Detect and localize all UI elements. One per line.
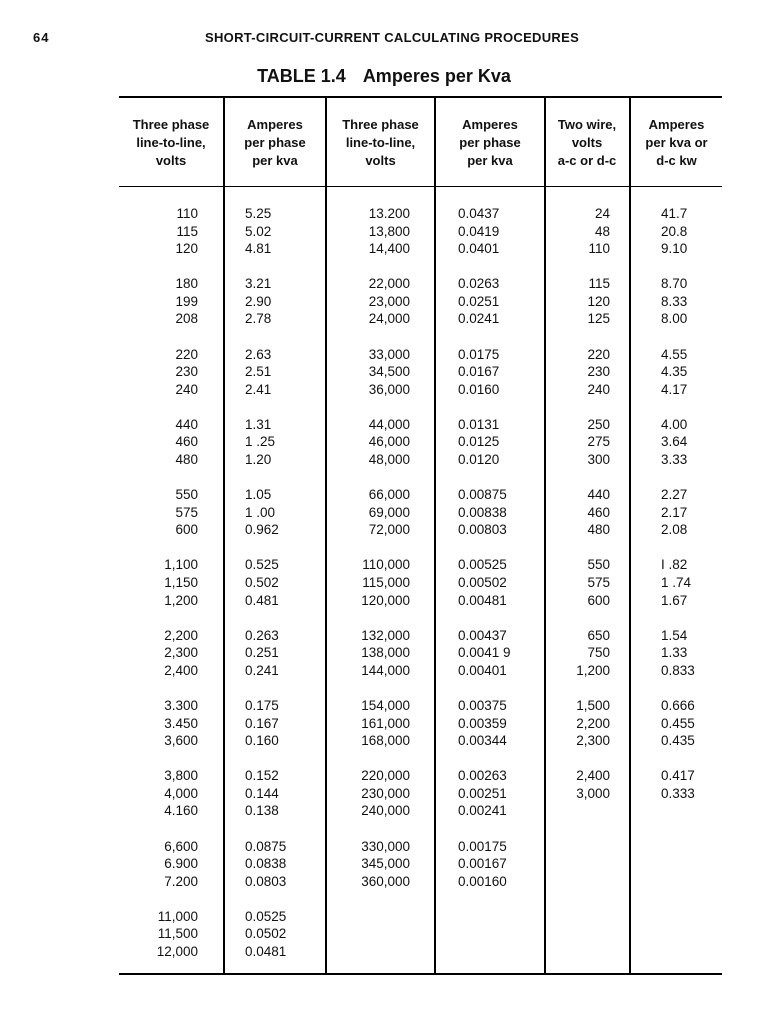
- table-cell: 199: [175, 293, 198, 309]
- table-cell: 2,200: [576, 715, 610, 731]
- row-group-gap: [661, 398, 719, 416]
- table-cell: 1 .74: [661, 575, 692, 590]
- table-cell: I .82: [661, 557, 688, 573]
- row-group-gap: [120, 679, 198, 697]
- table-name: Amperes per Kva: [362, 66, 511, 86]
- table-cell: 0.00251: [458, 785, 507, 801]
- column-divider: [544, 98, 546, 973]
- row-group-gap: [120, 469, 198, 487]
- table-cell: 11,500: [157, 926, 198, 942]
- table-cell: 0.962: [245, 522, 279, 538]
- table-bottom-rule: [119, 973, 722, 975]
- row-group-gap: [548, 258, 610, 276]
- row-group-gap: [661, 750, 719, 768]
- table-cell: 48,000: [368, 452, 410, 468]
- table-cell: 550: [587, 557, 610, 573]
- row-group-gap: [661, 258, 719, 276]
- table-cell: 480: [175, 452, 198, 468]
- table-cell: 1.05: [245, 487, 272, 503]
- row-group-gap: [245, 609, 320, 627]
- row-group-gap: [458, 609, 540, 627]
- row-group-gap: [458, 398, 540, 416]
- table-cell: 0.833: [661, 662, 695, 678]
- table-cell: 1,500: [576, 697, 610, 713]
- header-bottom-rule: [119, 186, 722, 187]
- table-cell: 0.0419: [458, 223, 500, 239]
- table-cell: 0.152: [245, 768, 279, 784]
- row-group-gap: [245, 679, 320, 697]
- table-cell: 8.33: [661, 293, 688, 309]
- row-group-gap: [120, 398, 198, 416]
- table-cell: 0.00481: [458, 592, 507, 608]
- table-cell: 4.160: [164, 803, 198, 819]
- table-cell: 11,000: [157, 908, 198, 924]
- table-cell: 9.10: [661, 241, 688, 257]
- table-cell: 20.8: [661, 223, 688, 239]
- table-cell: 3,000: [576, 785, 610, 801]
- table-cell: 0.333: [661, 785, 695, 801]
- table-cell: 0.0875: [245, 838, 287, 854]
- table-cell: 115: [588, 276, 610, 292]
- table-cell: 0.525: [245, 557, 279, 573]
- column-amperes-3ph-low: [245, 205, 320, 961]
- table-cell: 33,000: [368, 346, 410, 362]
- table-cell: 550: [175, 487, 198, 503]
- table-cell: 2.51: [245, 364, 272, 380]
- row-group-gap: [548, 750, 610, 768]
- row-group-gap: [328, 328, 410, 346]
- table-cell: 110: [588, 241, 610, 257]
- table-cell: 0.00401: [458, 662, 507, 678]
- row-group-gap: [245, 328, 320, 346]
- table-cell: 240: [175, 381, 198, 397]
- row-group-gap: [661, 609, 719, 627]
- table-cell: 0.263: [245, 627, 279, 643]
- table-cell: 0.00375: [458, 697, 507, 713]
- table-cell: 0.167: [245, 715, 279, 731]
- table-cell: 0.0481: [245, 944, 287, 959]
- table-cell: 440: [175, 416, 198, 432]
- table-cell: 220,000: [361, 768, 410, 784]
- table-cell: 2.63: [245, 346, 272, 362]
- column-header: Three phase line-to-line, volts: [132, 117, 210, 168]
- table-cell: 1.54: [661, 627, 688, 643]
- table-cell: 220: [175, 346, 198, 362]
- row-group-gap: [458, 258, 540, 276]
- row-group-gap: [661, 539, 719, 557]
- table-cell: 1.20: [245, 452, 272, 468]
- row-group-gap: [328, 609, 410, 627]
- table-cell: 110,000: [362, 557, 410, 573]
- row-group-gap: [328, 258, 410, 276]
- row-group-gap: [548, 679, 610, 697]
- row-group-gap: [548, 398, 610, 416]
- table-cell: 0.0502: [245, 926, 287, 942]
- table-cell: 0.00344: [458, 733, 507, 749]
- table-cell: 1,200: [576, 662, 610, 678]
- column-divider: [434, 98, 436, 973]
- table-cell: 230: [587, 364, 610, 380]
- table-cell: 1.33: [661, 645, 688, 661]
- table-cell: 0.00241: [458, 803, 507, 819]
- column-divider: [629, 98, 631, 973]
- table-cell: 3.21: [245, 276, 272, 292]
- table-cell: 0.0401: [458, 241, 500, 257]
- row-group-gap: [245, 820, 320, 838]
- row-group-gap: [548, 328, 610, 346]
- table-cell: 115: [176, 223, 198, 239]
- table-cell: 275: [587, 434, 610, 450]
- table-cell: 0.00175: [458, 838, 507, 854]
- table-cell: 240: [587, 381, 610, 397]
- table-cell: 3.450: [164, 715, 198, 731]
- table-cell: 4.81: [245, 241, 272, 257]
- table-cell: 650: [587, 627, 610, 643]
- table-cell: 4.00: [661, 416, 688, 432]
- row-group-gap: [458, 750, 540, 768]
- table-cell: 2,200: [164, 627, 198, 643]
- table-cell: 575: [175, 504, 198, 520]
- table-cell: 2.17: [661, 504, 688, 520]
- table-cell: 0.0838: [245, 856, 287, 872]
- table-cell: 0.435: [661, 733, 695, 749]
- table-cell: 5.02: [245, 223, 272, 239]
- table-cell: 0.0525: [245, 908, 287, 924]
- table-cell: 0.0160: [458, 381, 500, 397]
- column-header: Three phase line-to-line, volts: [342, 117, 419, 168]
- table-cell: 240,000: [361, 803, 410, 819]
- table-cell: 0.0131: [458, 416, 500, 432]
- table-cell: 0.0251: [458, 293, 500, 309]
- table-cell: 0.00838: [458, 504, 507, 520]
- row-group-gap: [245, 890, 320, 908]
- table-cell: 0.241: [245, 662, 279, 678]
- table-cell: 2.08: [661, 522, 688, 538]
- table-cell: 1 .25: [245, 434, 276, 450]
- row-group-gap: [458, 820, 540, 838]
- table-cell: 24: [594, 206, 610, 221]
- table-cell: 132,000: [361, 627, 410, 643]
- table-cell: 180: [175, 276, 198, 292]
- table-cell: 8.70: [661, 276, 688, 292]
- row-group-gap: [661, 469, 719, 487]
- table-cell: 0.00167: [458, 856, 507, 872]
- table-cell: 345,000: [361, 856, 410, 872]
- table-cell: 115,000: [362, 575, 410, 590]
- row-group-gap: [328, 539, 410, 557]
- table-cell: 120,000: [361, 592, 410, 608]
- table-cell: 0.00263: [458, 768, 507, 784]
- table-cell: 5.25: [245, 206, 272, 221]
- row-group-gap: [245, 750, 320, 768]
- row-group-gap: [458, 469, 540, 487]
- column-volts-3ph-low: [120, 205, 198, 961]
- table-cell: 0.502: [245, 575, 279, 590]
- table-cell: 250: [587, 416, 610, 432]
- table-cell: 0.00437: [458, 627, 507, 643]
- table-label: TABLE 1.4: [257, 66, 346, 86]
- table-cell: 66,000: [368, 487, 410, 503]
- table-cell: 0.251: [245, 645, 279, 661]
- table-cell: 0.417: [661, 768, 695, 784]
- table-cell: 24,000: [368, 311, 410, 327]
- column-header: Two wire, volts a-c or d-c: [557, 117, 617, 168]
- table-cell: 0.666: [661, 697, 695, 713]
- table-cell: 0.144: [245, 785, 279, 801]
- table-cell: 34,500: [368, 364, 410, 380]
- table-cell: 120: [587, 293, 610, 309]
- table-cell: 168,000: [361, 733, 410, 749]
- table-cell: 3,600: [164, 733, 198, 749]
- table-cell: 3.300: [164, 697, 198, 713]
- table-cell: 600: [587, 592, 610, 608]
- table-cell: 220: [587, 346, 610, 362]
- table-cell: 750: [587, 645, 610, 661]
- table-cell: 36,000: [368, 381, 410, 397]
- table-cell: 125: [587, 311, 610, 327]
- table-cell: 0.0803: [245, 873, 287, 889]
- table-cell: 460: [175, 434, 198, 450]
- running-head: SHORT-CIRCUIT-CURRENT CALCULATING PROCEDURES: [205, 30, 580, 45]
- table-cell: 14,400: [368, 241, 410, 257]
- column-volts-3ph-high: [328, 205, 410, 890]
- table-cell: 0.00875: [458, 487, 507, 503]
- table-cell: 1,100: [164, 557, 198, 573]
- row-group-gap: [245, 398, 320, 416]
- table-cell: 2.90: [245, 293, 272, 309]
- table-cell: 0.00359: [458, 715, 507, 731]
- table-cell: 120: [175, 241, 198, 257]
- row-group-gap: [245, 539, 320, 557]
- table-cell: 4.55: [661, 346, 688, 362]
- table-cell: 69,000: [368, 504, 410, 520]
- table-cell: 154,000: [361, 697, 410, 713]
- table-cell: 4,000: [164, 785, 198, 801]
- table-cell: 161,000: [361, 715, 410, 731]
- table-cell: 2.78: [245, 311, 272, 327]
- table-cell: 0.160: [245, 733, 279, 749]
- table-cell: 13,800: [368, 223, 410, 239]
- table-cell: 2,400: [576, 768, 610, 784]
- table-cell: 7.200: [164, 873, 198, 889]
- table-cell: 0.175: [245, 697, 279, 713]
- row-group-gap: [328, 679, 410, 697]
- table-cell: 44,000: [368, 416, 410, 432]
- column-amperes-two-wire: [661, 205, 719, 802]
- table-cell: 360,000: [361, 873, 410, 889]
- table-cell: 1.31: [245, 416, 272, 432]
- table-cell: 1 .00: [245, 504, 276, 520]
- table-cell: 138,000: [361, 645, 410, 661]
- column-divider: [223, 98, 225, 973]
- table-cell: 300: [587, 452, 610, 468]
- table-cell: 1,150: [164, 575, 198, 590]
- row-group-gap: [548, 609, 610, 627]
- table-cell: 0.481: [245, 592, 279, 608]
- table-cell: 0.455: [661, 715, 695, 731]
- table-cell: 23,000: [368, 293, 410, 309]
- column-amperes-3ph-high: [458, 205, 540, 890]
- table-cell: 46,000: [368, 434, 410, 450]
- table-cell: 2.27: [661, 487, 688, 503]
- table-cell: 144,000: [361, 662, 410, 678]
- row-group-gap: [245, 258, 320, 276]
- table-cell: 3.64: [661, 434, 688, 450]
- table-cell: 22,000: [368, 276, 410, 292]
- table-cell: 460: [587, 504, 610, 520]
- table-cell: 2,300: [576, 733, 610, 749]
- table-cell: 0.138: [245, 803, 279, 819]
- table-cell: 0.0241: [458, 311, 500, 327]
- table-cell: 0.00502: [458, 575, 507, 590]
- row-group-gap: [661, 679, 719, 697]
- table-cell: 2,300: [164, 645, 198, 661]
- column-header: Amperes per kva or d-c kw: [645, 117, 708, 168]
- table-cell: 8.00: [661, 311, 688, 327]
- table-cell: 0.0437: [458, 206, 500, 221]
- table-cell: 0.0263: [458, 276, 500, 292]
- row-group-gap: [120, 258, 198, 276]
- table-cell: 0.0120: [458, 452, 500, 468]
- table-cell: 0.0041 9: [458, 645, 511, 661]
- row-group-gap: [245, 469, 320, 487]
- table-cell: 0.0167: [458, 364, 500, 380]
- table-cell: 110: [176, 206, 198, 221]
- table-cell: 41.7: [661, 206, 688, 221]
- table-cell: 208: [175, 311, 198, 327]
- table-cell: 2.41: [245, 381, 272, 397]
- row-group-gap: [548, 469, 610, 487]
- row-group-gap: [328, 398, 410, 416]
- table-cell: 12,000: [156, 944, 198, 959]
- table-cell: 575: [587, 575, 610, 590]
- row-group-gap: [328, 469, 410, 487]
- table-cell: 72,000: [368, 522, 410, 538]
- table-top-rule: [119, 96, 722, 98]
- table-cell: 4.35: [661, 364, 688, 380]
- table-cell: 230: [175, 364, 198, 380]
- table-cell: 1,200: [164, 592, 198, 608]
- table-cell: 3.33: [661, 452, 688, 468]
- row-group-gap: [120, 328, 198, 346]
- row-group-gap: [120, 750, 198, 768]
- table-cell: 4.17: [661, 381, 688, 397]
- table-cell: 1.67: [661, 592, 688, 608]
- row-group-gap: [661, 328, 719, 346]
- column-header: Amperes per phase per kva: [244, 117, 306, 168]
- row-group-gap: [548, 539, 610, 557]
- row-group-gap: [120, 609, 198, 627]
- row-group-gap: [328, 750, 410, 768]
- row-group-gap: [120, 890, 198, 908]
- row-group-gap: [458, 539, 540, 557]
- column-divider: [325, 98, 327, 973]
- table-cell: 3,800: [164, 768, 198, 784]
- table-cell: 0.0175: [458, 346, 500, 362]
- table-cell: 440: [587, 487, 610, 503]
- column-volts-two-wire: [548, 205, 610, 802]
- row-group-gap: [328, 820, 410, 838]
- table-cell: 13.200: [368, 206, 410, 221]
- table-cell: 6,600: [164, 838, 198, 854]
- row-group-gap: [458, 328, 540, 346]
- table-cell: 600: [175, 522, 198, 538]
- column-header: Amperes per phase per kva: [459, 117, 521, 168]
- table-cell: 480: [587, 522, 610, 538]
- table-cell: 230,000: [361, 785, 410, 801]
- table-cell: 330,000: [361, 838, 410, 854]
- table-cell: 6.900: [164, 856, 198, 872]
- row-group-gap: [120, 820, 198, 838]
- table-title: [0, 66, 768, 87]
- table-cell: 0.00160: [458, 873, 507, 889]
- table-cell: 48: [594, 223, 610, 239]
- row-group-gap: [120, 539, 198, 557]
- table-cell: 2,400: [164, 662, 198, 678]
- table-cell: 0.00525: [458, 557, 507, 573]
- table-cell: 0.00803: [458, 522, 507, 538]
- table-cell: 0.0125: [458, 434, 500, 450]
- row-group-gap: [458, 679, 540, 697]
- page-number: 64: [33, 30, 50, 45]
